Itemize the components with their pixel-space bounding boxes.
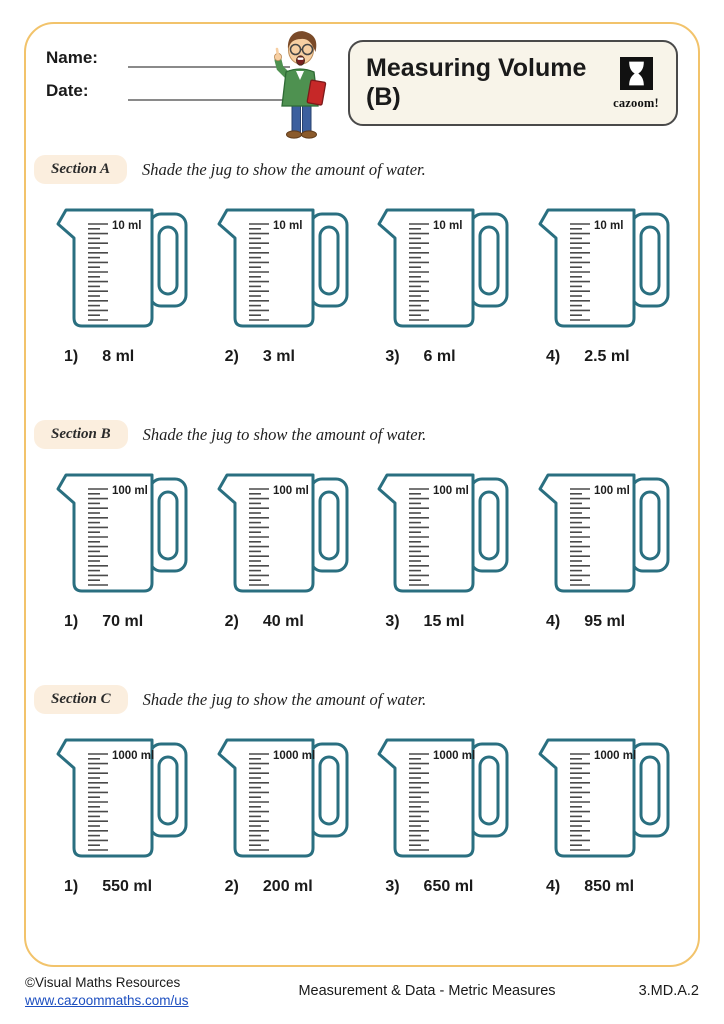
teacher-illustration [254, 26, 346, 144]
question-caption [52, 878, 194, 896]
jug-figure[interactable] [213, 732, 355, 896]
question-number: 4) [545, 878, 561, 895]
question-value: 850 ml [584, 878, 635, 895]
worksheet-title: Measuring Volume (B) [366, 53, 587, 111]
section-b [26, 420, 698, 631]
footer-credits [25, 974, 245, 1010]
question-caption [373, 348, 515, 366]
cazoom-logo-icon [620, 57, 653, 90]
scale-label: 1000 ml [272, 750, 315, 762]
scale-label: 100 ml [593, 485, 630, 497]
question-number: 1) [64, 878, 79, 895]
measuring-jug [534, 202, 676, 334]
standard-code: 3.MD.A.2 [638, 983, 699, 999]
jug-figure[interactable] [373, 202, 515, 366]
question-number: 2) [224, 613, 239, 630]
date-label: Date: [46, 81, 89, 100]
scale-label: 10 ml [112, 220, 142, 232]
page-border-frame [24, 22, 700, 967]
cazoom-logo-text: cazoom! [613, 96, 659, 110]
jug-figure[interactable] [373, 732, 515, 896]
section-instruction: Shade the jug to show the amount of water. [142, 424, 427, 444]
question-caption [534, 613, 676, 631]
scale-label: 10 ml [433, 220, 463, 232]
jug-figure[interactable] [373, 467, 515, 631]
question-caption [373, 878, 515, 896]
measuring-jug [534, 467, 676, 599]
page-footer [25, 974, 699, 1010]
teacher-cartoon-icon [254, 26, 346, 144]
scale-label: 100 ml [272, 485, 309, 497]
section-badge: Section C [34, 685, 128, 714]
scale-label: 100 ml [433, 485, 470, 497]
question-value: 200 ml [262, 878, 313, 895]
jug-row [26, 202, 698, 366]
measuring-jug [373, 732, 515, 864]
section-badge: Section B [34, 420, 128, 449]
scale-label: 1000 ml [112, 750, 155, 762]
question-value: 2.5 ml [584, 348, 630, 365]
question-number: 1) [64, 613, 79, 630]
jug-figure[interactable] [52, 732, 194, 896]
measuring-jug [213, 732, 355, 864]
jug-figure[interactable] [534, 732, 676, 896]
section-instruction: Shade the jug to show the amount of water. [142, 689, 427, 709]
scale-label: 100 ml [112, 485, 148, 497]
question-number: 2) [224, 348, 239, 365]
jug-figure[interactable] [213, 467, 355, 631]
cazoom-logo [608, 57, 664, 111]
title-box [348, 40, 678, 126]
question-caption [373, 613, 515, 631]
measuring-jug [534, 732, 676, 864]
cazoom-link[interactable]: www.cazoommaths.com/us [25, 993, 189, 1009]
question-value: 550 ml [102, 878, 153, 895]
question-value: 95 ml [584, 613, 626, 630]
jug-row [26, 467, 698, 631]
measuring-jug [52, 467, 194, 599]
question-value: 40 ml [262, 613, 304, 630]
question-caption [534, 878, 676, 896]
question-value: 3 ml [262, 348, 295, 365]
question-caption [52, 613, 194, 631]
jug-figure[interactable] [52, 202, 194, 366]
question-value: 15 ml [423, 613, 465, 630]
section-heading [26, 685, 698, 714]
measuring-jug [373, 202, 515, 334]
question-caption [52, 348, 194, 366]
jug-figure[interactable] [534, 202, 676, 366]
section-heading [26, 155, 698, 184]
section-heading [26, 420, 698, 449]
question-number: 3) [385, 348, 400, 365]
measuring-jug [52, 202, 194, 334]
measuring-jug [213, 202, 355, 334]
copyright-text: ©Visual Maths Resources [25, 975, 181, 990]
section-badge: Section A [34, 155, 127, 184]
question-number: 3) [385, 613, 400, 630]
question-value: 6 ml [423, 348, 456, 365]
question-value: 650 ml [423, 878, 474, 895]
question-number: 4) [545, 613, 561, 630]
question-number: 3) [385, 878, 400, 895]
question-caption [213, 878, 355, 896]
section-a [26, 155, 698, 366]
scale-label: 1000 ml [593, 750, 637, 762]
measuring-jug [213, 467, 355, 599]
question-number: 4) [545, 348, 561, 365]
jug-figure[interactable] [52, 467, 194, 631]
name-label: Name: [46, 48, 98, 67]
question-number: 1) [64, 348, 79, 365]
scale-label: 10 ml [272, 220, 303, 232]
jug-figure[interactable] [534, 467, 676, 631]
jug-figure[interactable] [213, 202, 355, 366]
scale-label: 10 ml [593, 220, 624, 232]
question-caption [213, 613, 355, 631]
question-caption [213, 348, 355, 366]
question-caption [534, 348, 676, 366]
footer-topic: Measurement & Data - Metric Measures [298, 983, 556, 999]
measuring-jug [373, 467, 515, 599]
question-value: 8 ml [102, 348, 135, 365]
question-number: 2) [224, 878, 239, 895]
jug-row [26, 732, 698, 896]
question-value: 70 ml [102, 613, 144, 630]
measuring-jug [52, 732, 194, 864]
section-c [26, 685, 698, 896]
scale-label: 1000 ml [433, 750, 476, 762]
section-instruction: Shade the jug to show the amount of water. [142, 159, 426, 179]
